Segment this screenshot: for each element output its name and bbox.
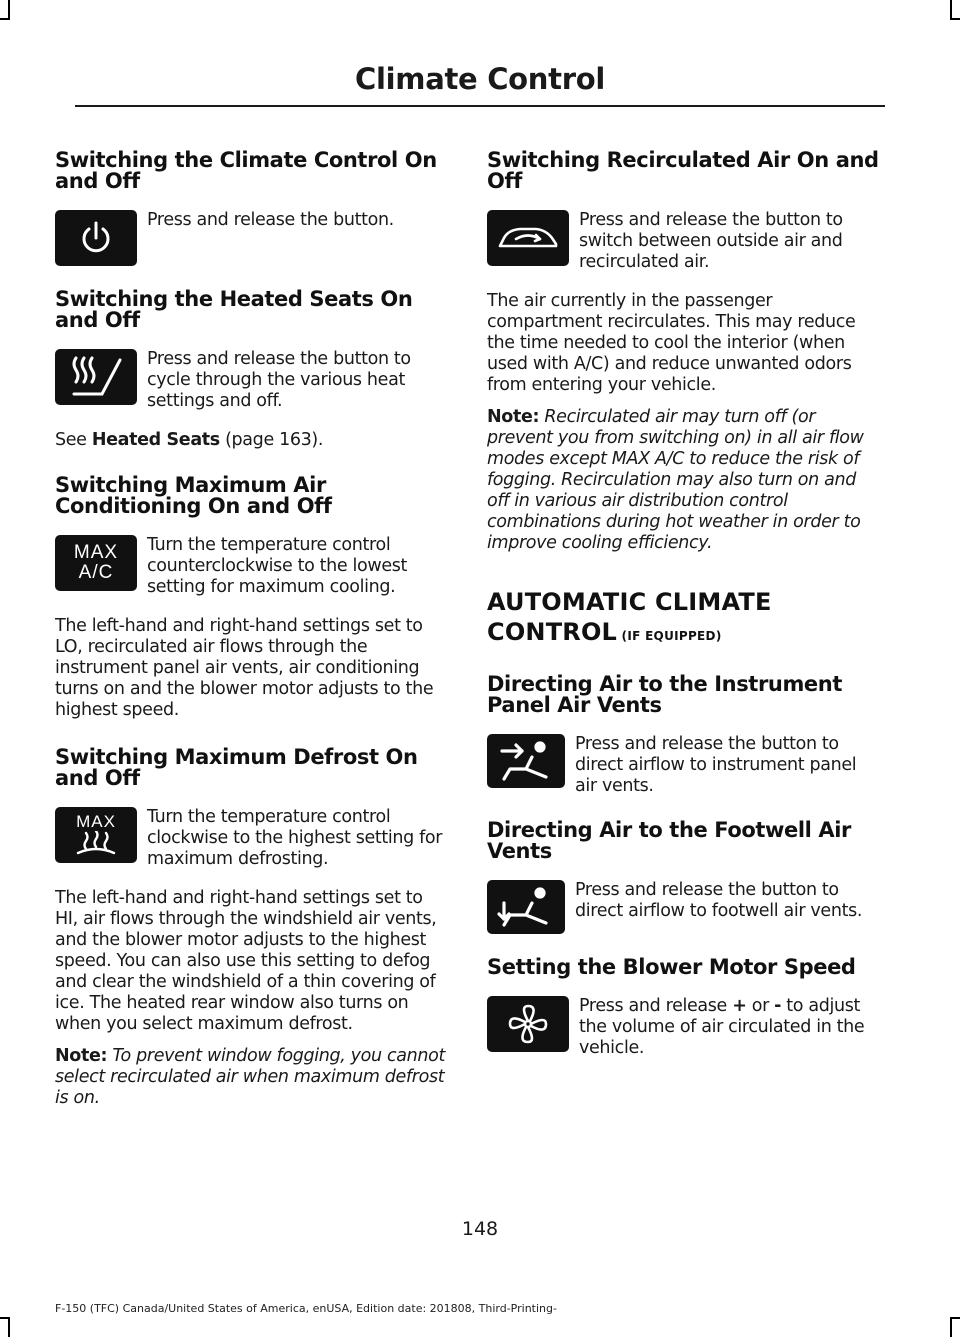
heated-seat-icon bbox=[55, 349, 137, 405]
heading-max-defrost: Switching Maximum Defrost On and Off bbox=[55, 745, 418, 790]
heading-max-ac: Switching Maximum Air Conditioning On and Off bbox=[55, 473, 332, 518]
right-column bbox=[487, 146, 879, 1059]
note-text: To prevent window fogging, you cannot select recirculated air when maximum defrost is on. bbox=[55, 1046, 445, 1108]
section-title-suffix: (IF EQUIPPED) bbox=[617, 629, 722, 643]
fan-icon bbox=[487, 996, 569, 1052]
power-icon bbox=[55, 210, 137, 266]
max-ac-icon bbox=[55, 535, 137, 591]
heading-footwell-vents: Directing Air to the Footwell Air Vents bbox=[487, 818, 851, 863]
heading-panel-vents: Directing Air to the Instrument Panel Air Vents bbox=[487, 672, 842, 717]
footwell-text: Press and release the button to direct airflow to footwell air vents. bbox=[575, 880, 863, 921]
minus-symbol: - bbox=[774, 996, 782, 1016]
max-ac-row bbox=[55, 535, 447, 598]
heated-seats-text: Press and release the button to cycle through the various heat settings and off. bbox=[147, 349, 411, 411]
blower-text-suffix: to adjust the volume of air circulated in the vehicle. bbox=[579, 996, 865, 1058]
recirc-note bbox=[487, 407, 879, 554]
max-defrost-icon bbox=[55, 807, 137, 863]
max-defrost-text: Turn the temperature control clockwise to the highest setting for maximum defrosting. bbox=[147, 807, 443, 869]
crop-mark bbox=[950, 1317, 952, 1337]
blower-text-mid: or bbox=[746, 996, 775, 1016]
recirculation-icon bbox=[487, 210, 569, 266]
max-ac-icon-line2: A/C bbox=[78, 562, 114, 583]
heading-heated-seats: Switching the Heated Seats On and Off bbox=[55, 287, 413, 332]
blower-text bbox=[579, 996, 879, 1059]
crop-mark bbox=[8, 0, 10, 20]
see-suffix: (page 163). bbox=[219, 430, 324, 450]
max-ac-body: The left-hand and right-hand settings set to LO, recirculated air flows through the instrument panel air vents, air conditioning turns on and the blower motor adjusts to the highest speed. bbox=[55, 616, 434, 720]
heated-seats-see-ref bbox=[55, 430, 447, 451]
max-ac-icon-line1: MAX bbox=[73, 542, 119, 563]
crop-mark bbox=[950, 1317, 960, 1319]
blower-text-prefix: Press and release bbox=[579, 996, 733, 1016]
heading-blower-speed: Setting the Blower Motor Speed bbox=[487, 955, 856, 979]
panel-vents-text: Press and release the button to direct airflow to instrument panel air vents. bbox=[575, 734, 857, 796]
crop-mark bbox=[950, 18, 960, 20]
recirc-row bbox=[487, 210, 879, 273]
footwell-row bbox=[487, 880, 879, 934]
max-defrost-icon-label: MAX bbox=[76, 812, 116, 831]
left-column bbox=[55, 146, 447, 1109]
crop-mark bbox=[0, 1317, 10, 1319]
crop-mark bbox=[950, 0, 952, 20]
page-title: Climate Control bbox=[355, 62, 605, 96]
max-defrost-row bbox=[55, 807, 447, 870]
panel-vent-icon bbox=[487, 734, 565, 788]
windshield-defrost-icon bbox=[74, 831, 118, 857]
max-defrost-note bbox=[55, 1046, 447, 1109]
max-defrost-body: The left-hand and right-hand settings set to HI, air flows through the windshield air vents, and the blower motor adjusts to the highest speed. You can also use this setting to defog and clear the windshield of a thin covering of ice. The heated rear window also turns on when you select maximum defrost. bbox=[55, 888, 437, 1034]
recirc-body: The air currently in the passenger compartment recirculates. This may reduce the time needed to cool the interior (when used with A/C) and reduce unwanted odors from entering your vehicle. bbox=[487, 291, 856, 395]
power-text: Press and release the button. bbox=[147, 210, 394, 230]
note-label: Note: bbox=[487, 407, 540, 427]
panel-vents-row bbox=[487, 734, 879, 797]
heated-seats-row bbox=[55, 349, 447, 412]
max-ac-text: Turn the temperature control counterclockwise to the lowest setting for maximum cooling. bbox=[147, 535, 408, 597]
plus-symbol: + bbox=[732, 996, 747, 1016]
footer-edition: F-150 (TFC) Canada/United States of America, enUSA, Edition date: 201808, Third-Printing- bbox=[55, 1302, 557, 1315]
title-divider bbox=[75, 105, 885, 107]
section-title: AUTOMATIC CLIMATE CONTROL bbox=[487, 588, 772, 646]
note-text: Recirculated air may turn off (or prevent you from switching on) in all air flow modes except MAX A/C to reduce the risk of fogging. Recirculation may also turn on and off in various air distribution control combinations during hot weather in order to improve cooling efficiency. bbox=[487, 407, 864, 553]
section-heading-automatic-climate bbox=[487, 587, 787, 651]
heading-climate-on-off: Switching the Climate Control On and Off bbox=[55, 148, 437, 193]
crop-mark bbox=[0, 18, 10, 20]
note-label: Note: bbox=[55, 1046, 108, 1066]
blower-row bbox=[487, 996, 879, 1059]
heated-seats-link[interactable]: Heated Seats bbox=[91, 430, 220, 450]
page-number: 148 bbox=[461, 1218, 499, 1240]
see-prefix: See bbox=[55, 430, 92, 450]
recirc-text: Press and release the button to switch between outside air and recirculated air. bbox=[579, 210, 843, 272]
crop-mark bbox=[8, 1317, 10, 1337]
heading-recirculated-air: Switching Recirculated Air On and Off bbox=[487, 148, 879, 193]
power-row bbox=[55, 210, 447, 266]
footwell-vent-icon bbox=[487, 880, 565, 934]
